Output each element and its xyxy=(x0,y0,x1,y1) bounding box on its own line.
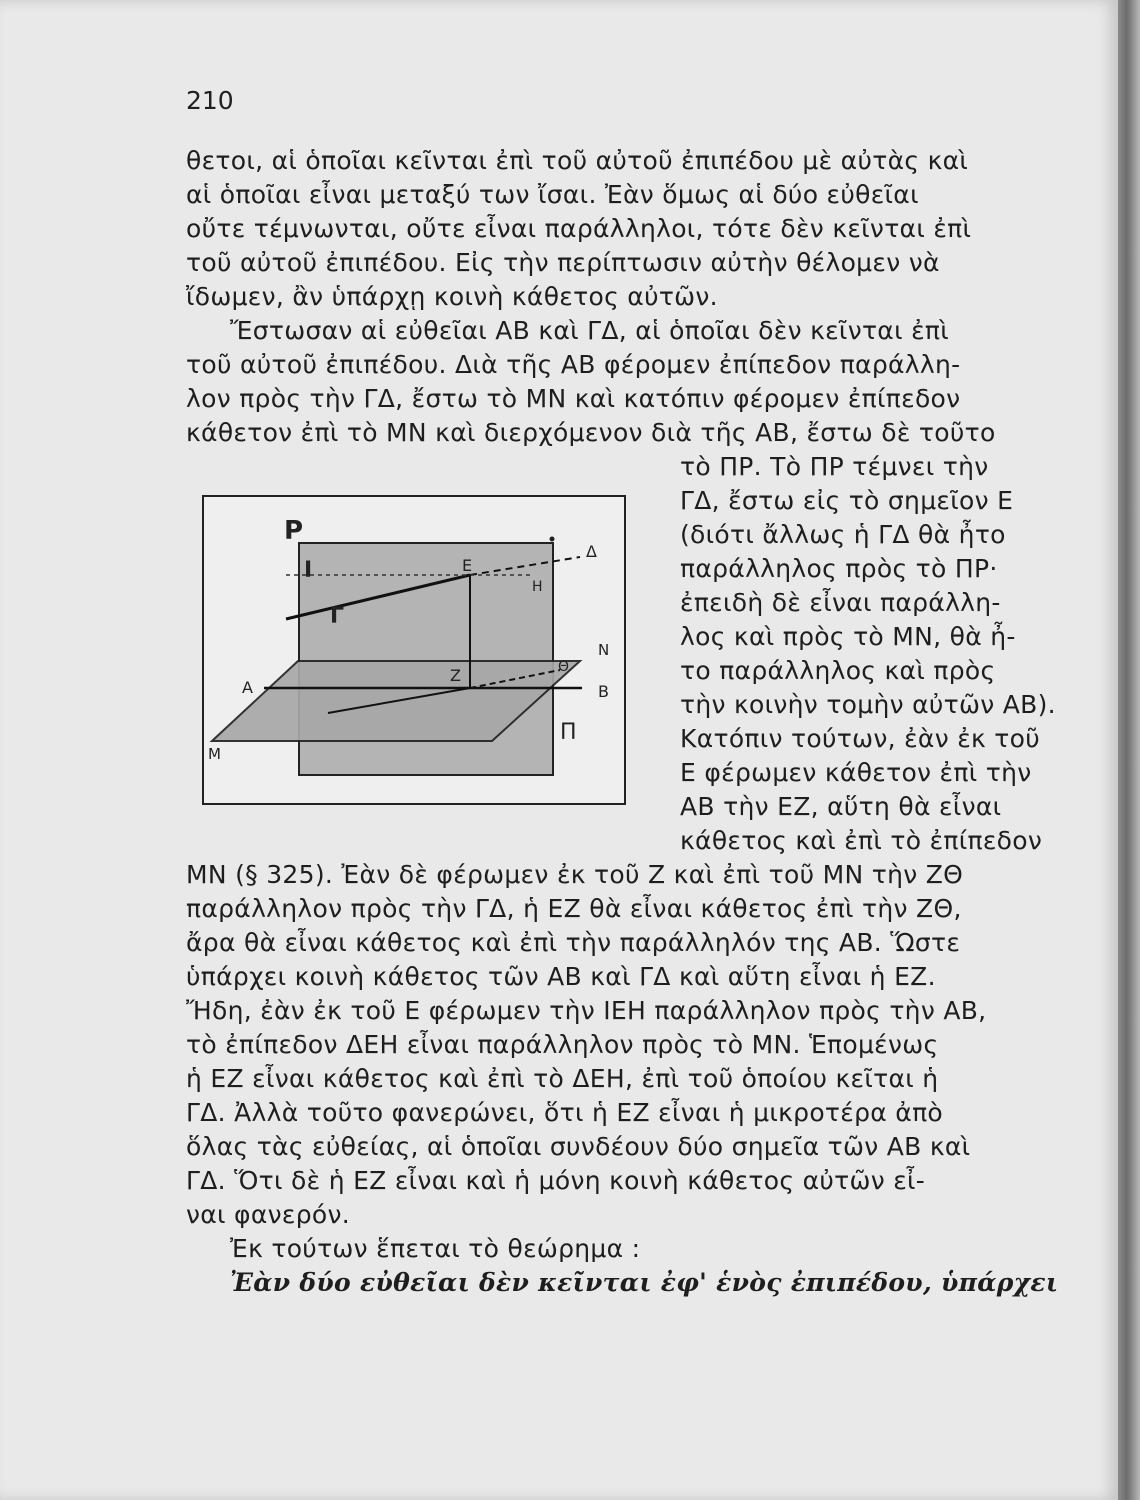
side-text-line: (διότι ἄλλως ἡ ΓΔ θὰ ἦτο xyxy=(680,520,1006,549)
label-pi: Π xyxy=(560,720,577,745)
text-line: ΓΔ. Ὅτι δὲ ἡ ΕΖ εἶναι καὶ ἡ μόνη κοινὴ κάθετος αὐτῶν εἶ- xyxy=(186,1166,926,1195)
side-text-line: τὸ ΠΡ. Τὸ ΠΡ τέμνει τὴν xyxy=(680,452,989,481)
text-line: ὑπάρχει κοινὴ κάθετος τῶν ΑΒ καὶ ΓΔ καὶ αὕτη εἶναι ἡ ΕΖ. xyxy=(186,962,936,991)
side-text-line: Ε φέρωμεν κάθετον ἐπὶ τὴν xyxy=(680,758,1032,787)
side-text-line: ἐπειδὴ δὲ εἶναι παράλλη- xyxy=(680,588,1001,617)
label-a: Α xyxy=(242,678,253,697)
text-line: ναι φανερόν. xyxy=(186,1200,350,1229)
label-z: Ζ xyxy=(450,666,461,685)
label-n: Ν xyxy=(598,641,610,659)
theorem-line: Ἐὰν δύο εὐθεῖαι δὲν κεῖνται ἐφ' ἑνὸς ἐπιπέδου, ὑπάρχει xyxy=(230,1268,1059,1297)
text-line: τὸ ἐπίπεδον ΔΕΗ εἶναι παράλληλον πρὸς τὸ ΜΝ. Ἑπομένως xyxy=(186,1030,939,1059)
label-m: Μ xyxy=(208,745,221,763)
label-p: Ρ xyxy=(284,516,304,546)
label-h: Η xyxy=(532,579,543,595)
side-text-line: λος καὶ πρὸς τὸ ΜΝ, θὰ ἦ- xyxy=(680,622,1016,651)
label-b: Β xyxy=(598,682,609,701)
side-text-line: το παράλληλος καὶ πρὸς xyxy=(680,656,996,685)
text-line: ΜΝ (§ 325). Ἐὰν δὲ φέρωμεν ἐκ τοῦ Ζ καὶ ἐπὶ τοῦ ΜΝ τὴν ΖΘ xyxy=(186,860,964,889)
page-edge xyxy=(1118,0,1140,1500)
text-line: τοῦ αὐτοῦ ἐπιπέδου. Εἰς τὴν περίπτωσιν αὐτὴν θέλομεν νὰ xyxy=(186,248,940,277)
geometry-figure xyxy=(202,495,626,805)
dot-marker xyxy=(550,537,555,542)
text-line: ὅλας τὰς εὐθείας, αἱ ὁποῖαι συνδέουν δύο σημεῖα τῶν ΑΒ καὶ xyxy=(186,1132,971,1161)
text-line: ΓΔ. Ἀλλὰ τοῦτο φανερώνει, ὅτι ἡ ΕΖ εἶναι ἡ μικροτέρα ἀπὸ xyxy=(186,1098,944,1127)
label-e: Ε xyxy=(462,556,473,575)
text-line: τοῦ αὐτοῦ ἐπιπέδου. Διὰ τῆς ΑΒ φέρομεν ἐπίπεδον παράλλη- xyxy=(186,350,961,379)
side-text-line: κάθετος καὶ ἐπὶ τὸ ἐπίπεδον xyxy=(680,826,1043,855)
text-line: λον πρὸς τὴν ΓΔ, ἔστω τὸ ΜΝ καὶ κατόπιν φέρομεν ἐπίπεδον xyxy=(186,384,961,413)
text-line: οὔτε τέμνωνται, οὔτε εἶναι παράλληλοι, τότε δὲν κεῖνται ἐπὶ xyxy=(186,214,972,243)
text-line: Ἤδη, ἐὰν ἐκ τοῦ Ε φέρωμεν τὴν ΙΕΗ παράλληλον πρὸς τὴν ΑΒ, xyxy=(186,996,987,1025)
text-line: Ἔστωσαν αἱ εὐθεῖαι ΑΒ καὶ ΓΔ, αἱ ὁποῖαι δὲν κεῖνται ἐπὶ xyxy=(230,316,950,345)
side-text-line: τὴν κοινὴν τομὴν αὐτῶν ΑΒ). xyxy=(680,690,1056,719)
text-line: Ἐκ τούτων ἕπεται τὸ θεώρημα : xyxy=(230,1234,641,1263)
label-i: Ι xyxy=(304,558,313,583)
label-gamma: Γ xyxy=(330,604,345,629)
side-text-line: παράλληλος πρὸς τὸ ΠΡ· xyxy=(680,554,998,583)
side-text-line: ΑΒ τὴν ΕΖ, αὕτη θὰ εἶναι xyxy=(680,792,1002,821)
text-line: θετοι, αἱ ὁποῖαι κεῖνται ἐπὶ τοῦ αὐτοῦ ἐπιπέδου μὲ αὐτὰς καὶ xyxy=(186,146,969,175)
text-line: ἄρα θὰ εἶναι κάθετος καὶ ἐπὶ τὴν παράλληλόν της ΑΒ. Ὥστε xyxy=(186,928,961,957)
text-line: ἡ ΕΖ εἶναι κάθετος καὶ ἐπὶ τὸ ΔΕΗ, ἐπὶ τοῦ ὁποίου κεῖται ἡ xyxy=(186,1064,939,1093)
text-line: κάθετον ἐπὶ τὸ ΜΝ καὶ διερχόμενον διὰ τῆς ΑΒ, ἔστω δὲ τοῦτο xyxy=(186,418,996,447)
page-number: 210 xyxy=(186,86,234,115)
label-theta: Θ xyxy=(558,659,570,675)
text-line: παράλληλον πρὸς τὴν ΓΔ, ἡ ΕΖ θὰ εἶναι κάθετος ἐπὶ τὴν ΖΘ, xyxy=(186,894,962,923)
side-text-line: ΓΔ, ἔστω εἰς τὸ σημεῖον Ε xyxy=(680,486,1014,515)
text-line: αἱ ὁποῖαι εἶναι μεταξύ των ἴσαι. Ἐὰν ὅμως αἱ δύο εὐθεῖαι xyxy=(186,180,919,209)
side-text-line: Κατόπιν τούτων, ἐὰν ἐκ τοῦ xyxy=(680,724,1041,753)
figure-svg xyxy=(202,495,626,805)
text-line: ἴδωμεν, ἂν ὑπάρχῃ κοινὴ κάθετος αὐτῶν. xyxy=(186,282,718,311)
label-delta: Δ xyxy=(586,542,597,561)
